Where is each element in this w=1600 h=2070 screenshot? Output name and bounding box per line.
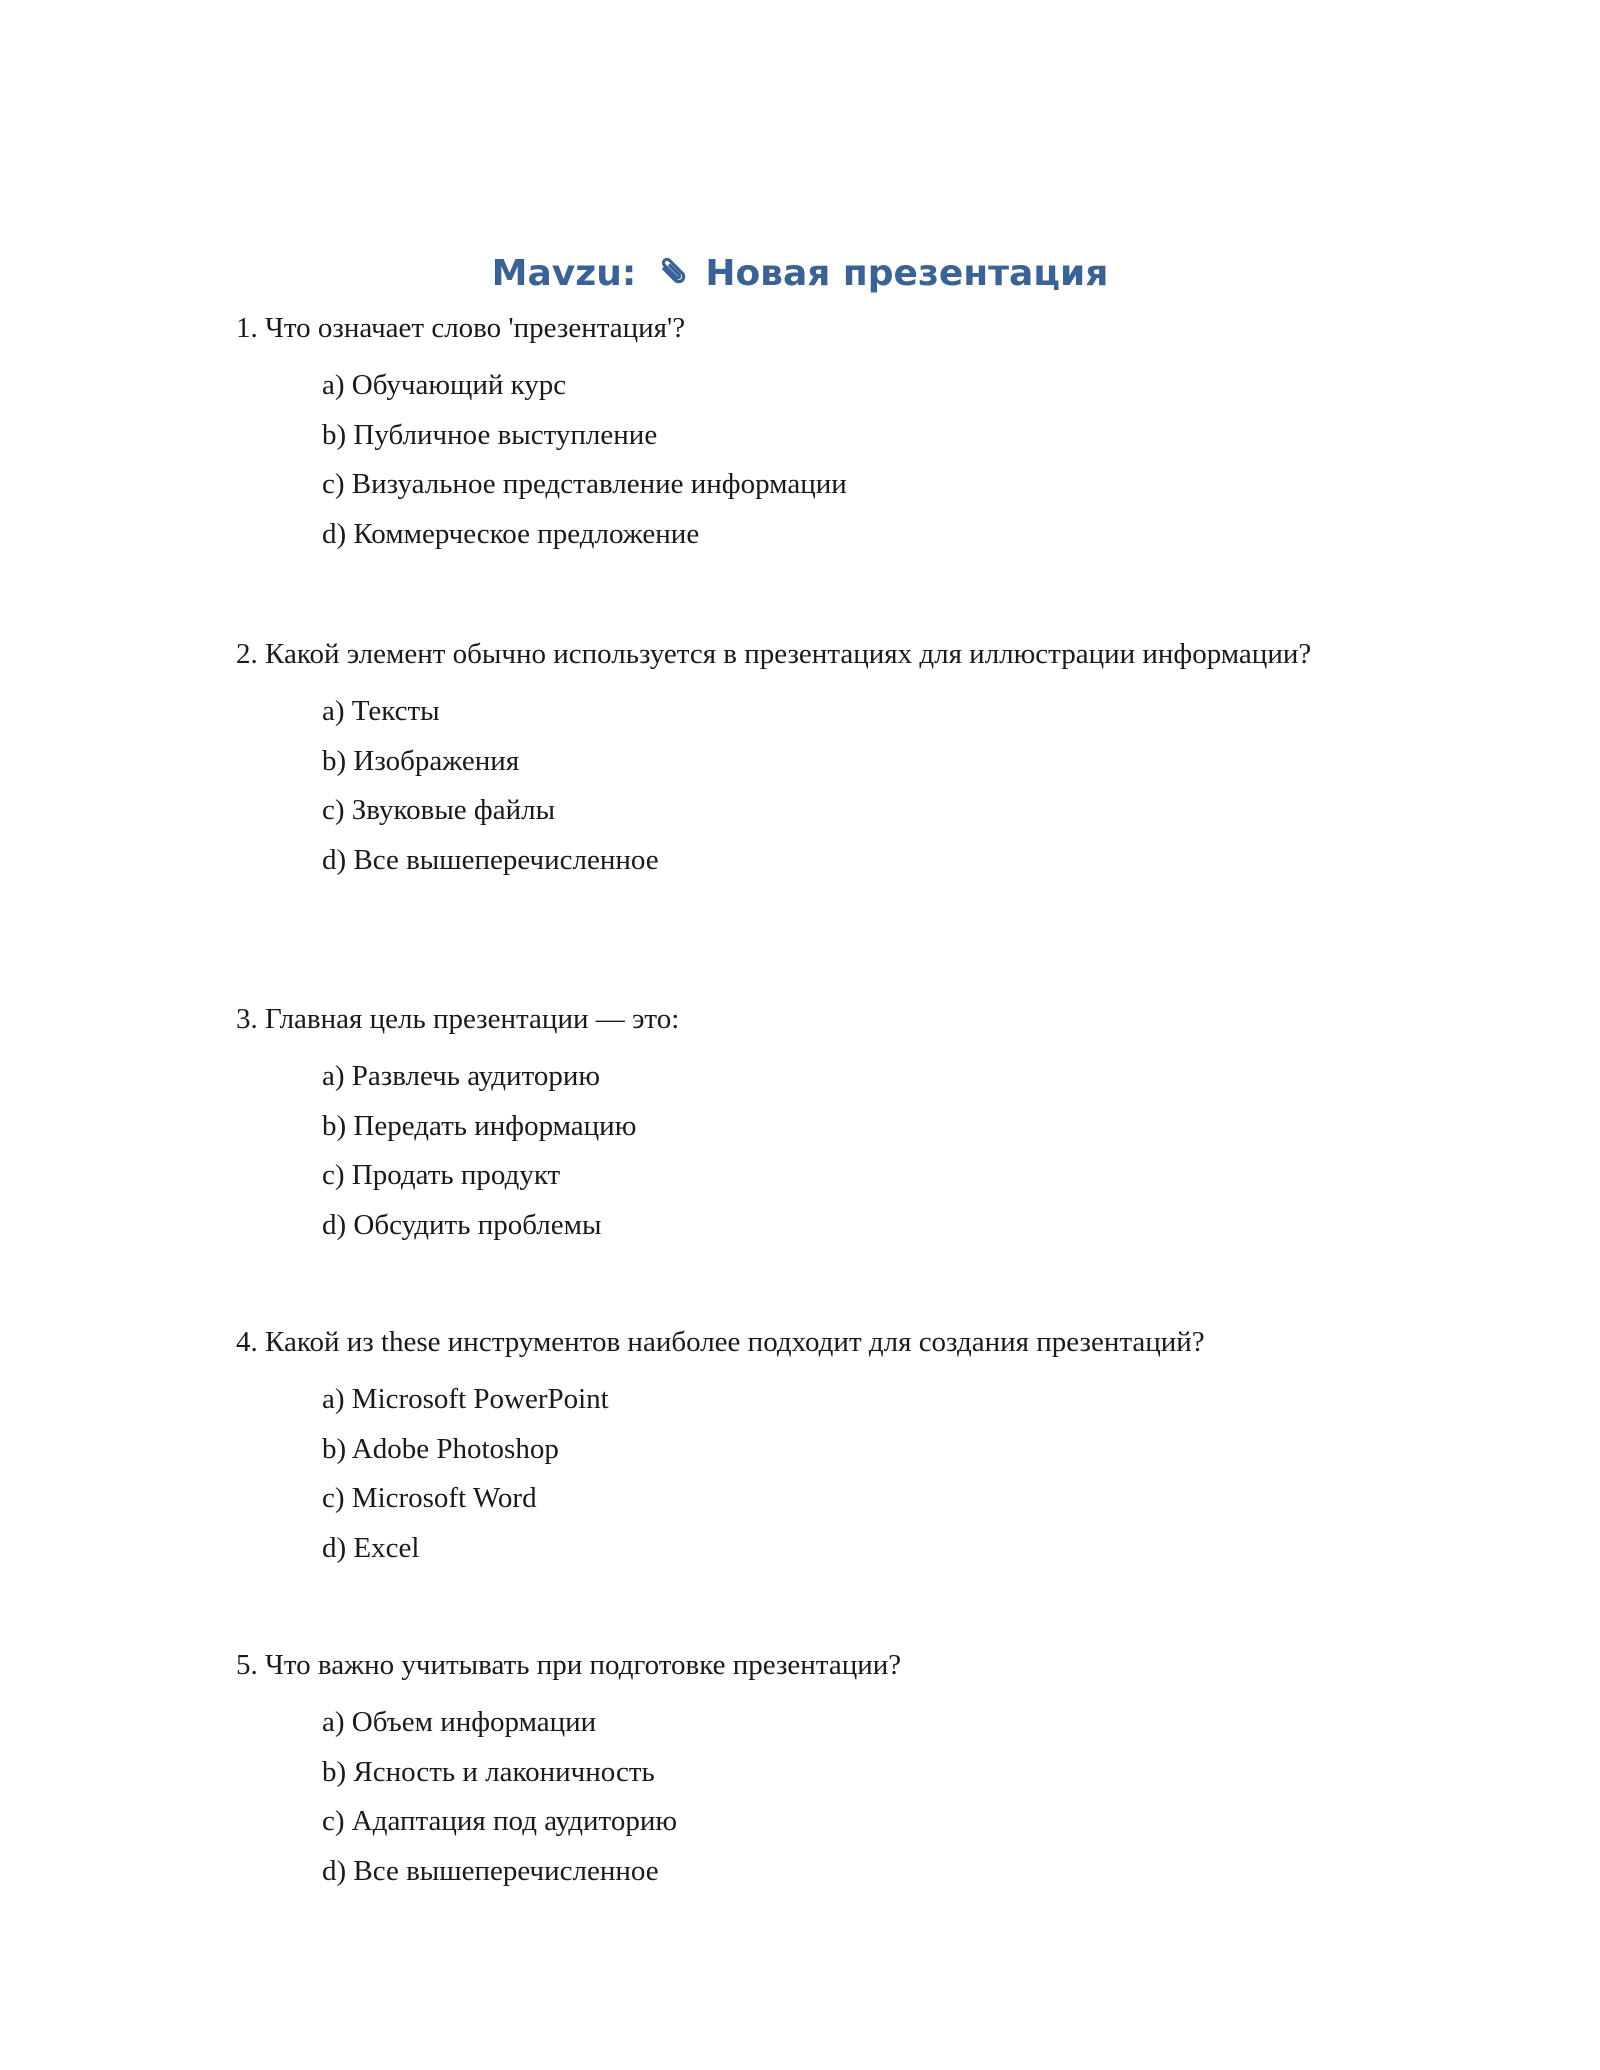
answer-option: b) Adobe Photoshop bbox=[322, 1432, 559, 1465]
question-2 bbox=[236, 634, 1366, 890]
question-5 bbox=[236, 1645, 1366, 1901]
question-text: 4. Какой из these инструментов наиболее подходит для создания презентаций? bbox=[236, 1326, 1205, 1358]
question-text: 2. Какой элемент обычно используется в презентациях для иллюстрации информации? bbox=[236, 638, 1312, 670]
answer-option: d) Все вышеперечисленное bbox=[322, 844, 659, 877]
title-prefix: Mavzu: bbox=[491, 253, 637, 294]
answer-option: c) Звуковые файлы bbox=[322, 794, 556, 827]
answer-option: c) Продать продукт bbox=[322, 1159, 561, 1192]
answer-option: c) Визуальное представление информации bbox=[322, 468, 847, 501]
question-text: 3. Главная цель презентации — это: bbox=[236, 1003, 680, 1035]
answer-option: c) Microsoft Word bbox=[322, 1482, 537, 1515]
answer-option: a) Объем информации bbox=[322, 1706, 597, 1738]
answer-option: a) Microsoft PowerPoint bbox=[322, 1383, 609, 1415]
question-1 bbox=[236, 308, 1366, 564]
answer-option: d) Все вышеперечисленное bbox=[322, 1855, 659, 1888]
answer-option: a) Обучающий курс bbox=[322, 369, 567, 401]
question-3 bbox=[236, 999, 1366, 1255]
question-4 bbox=[236, 1322, 1366, 1578]
answer-option: b) Передать информацию bbox=[322, 1109, 637, 1142]
title-text: Новая презентация bbox=[705, 253, 1109, 294]
question-text: 1. Что означает слово 'презентация'? bbox=[236, 312, 686, 344]
answer-option: a) Тексты bbox=[322, 695, 440, 727]
answer-option: d) Коммерческое предложение bbox=[322, 518, 700, 551]
answer-option: c) Адаптация под аудиторию bbox=[322, 1805, 678, 1838]
answer-option: b) Публичное выступление bbox=[322, 418, 658, 451]
paperclip-icon bbox=[655, 253, 691, 302]
question-text: 5. Что важно учитывать при подготовке презентации? bbox=[236, 1649, 902, 1681]
answer-option: d) Excel bbox=[322, 1532, 420, 1565]
answer-option: d) Обсудить проблемы bbox=[322, 1209, 602, 1242]
page-title bbox=[0, 250, 1600, 302]
answer-option: b) Ясность и лаконичность bbox=[322, 1755, 655, 1788]
answer-option: a) Развлечь аудиторию bbox=[322, 1060, 601, 1092]
answer-option: b) Изображения bbox=[322, 744, 520, 777]
